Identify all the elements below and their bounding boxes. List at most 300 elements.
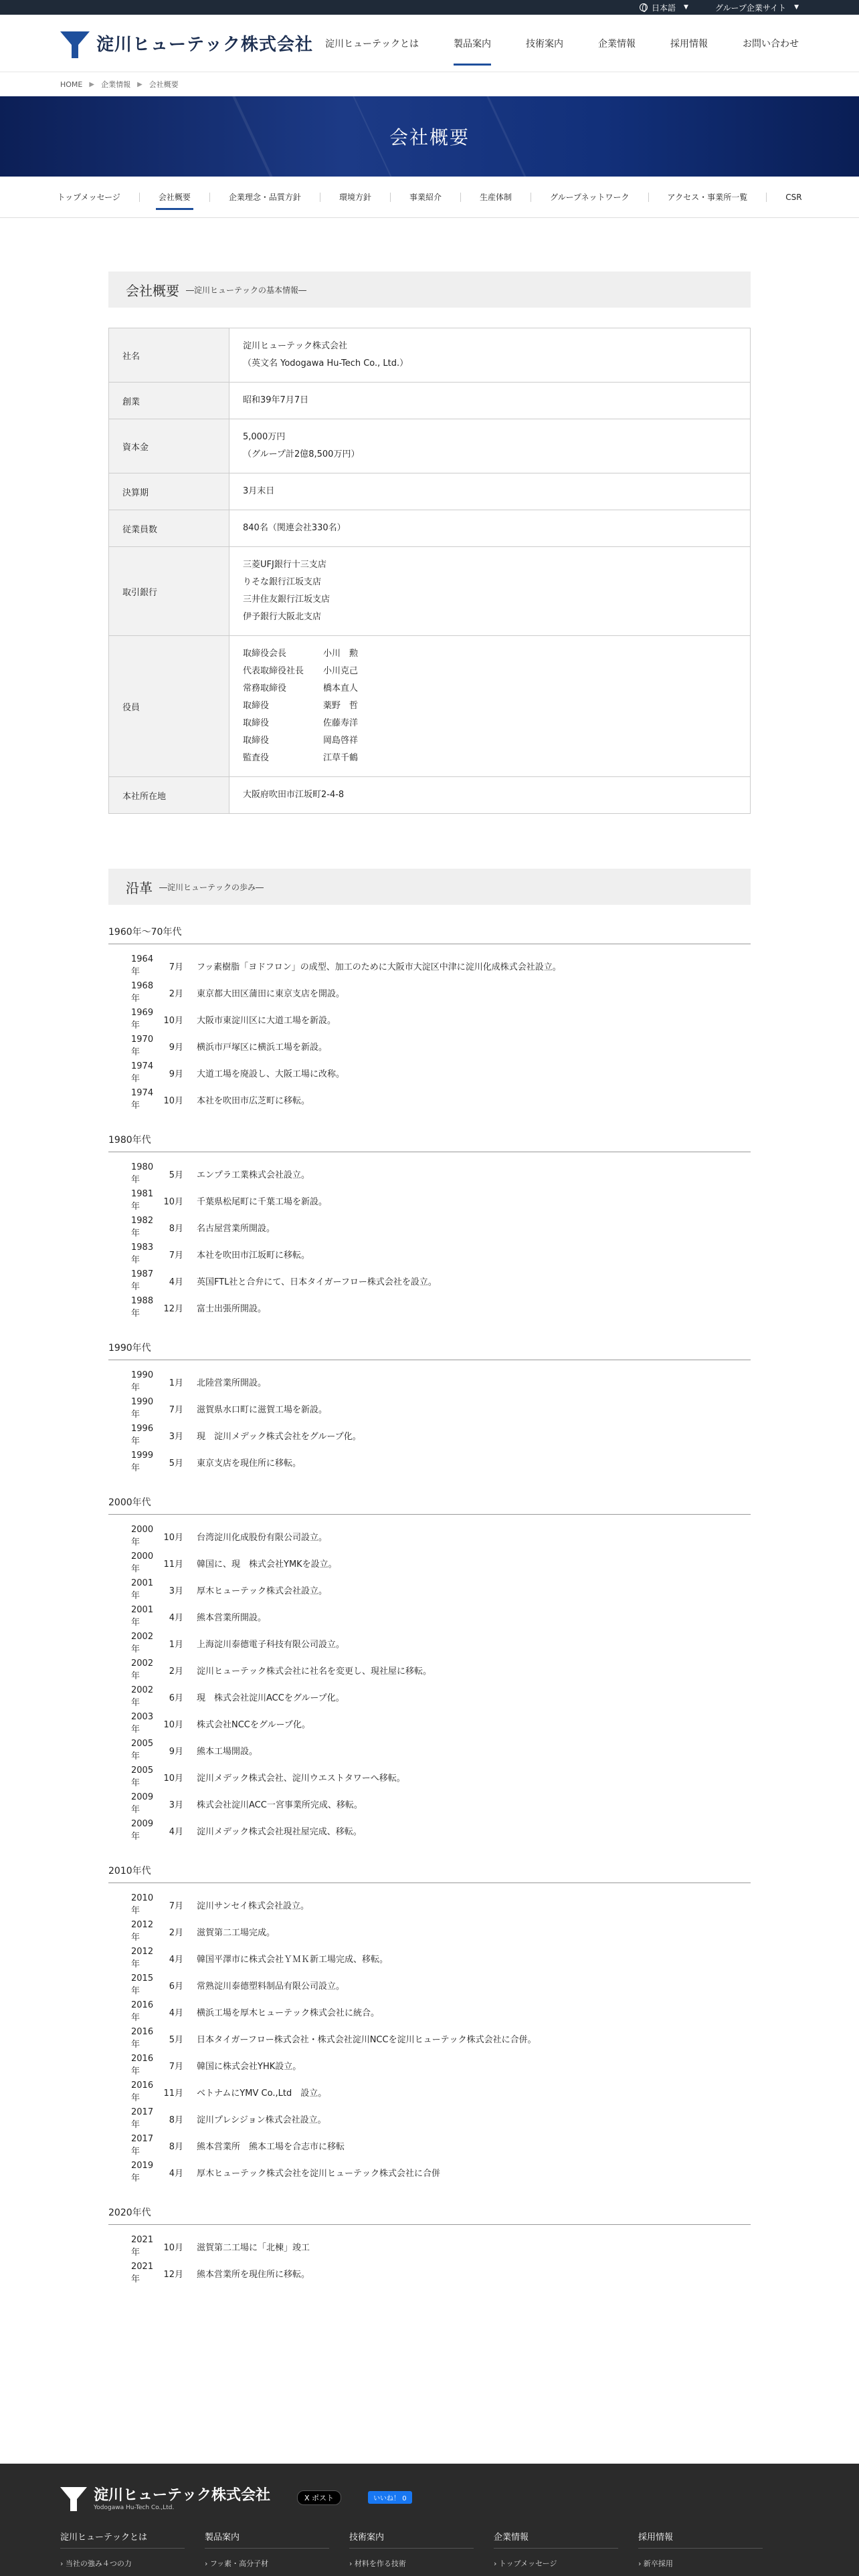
event-text: 東京都大田区蒲田に東京支店を開設。 — [197, 988, 345, 999]
officer-title: 代表取締役社長 — [243, 666, 304, 676]
facebook-like-button[interactable]: いいね！ 0 — [368, 2491, 412, 2504]
event-month: 6月 — [169, 1981, 183, 1992]
event-month: 9月 — [169, 1042, 183, 1053]
footer-link[interactable]: › 当社の強み４つの力 — [60, 2559, 132, 2568]
event-year: 2019年 — [131, 2161, 154, 2183]
row-value — [229, 419, 751, 473]
history-event — [108, 1523, 751, 1549]
event-text: 株式会社淀川ACC一宮事業所完成、移転。 — [197, 1800, 363, 1810]
history-event — [108, 1576, 751, 1603]
event-month: 1月 — [169, 1378, 183, 1388]
row-label: 従業員数 — [109, 510, 229, 547]
history-era — [108, 1133, 751, 1321]
event-text: 厚木ヒューテック株式会社を淀川ヒューテック株式会社に合併 — [197, 2168, 441, 2179]
era-title: 2000年代 — [108, 1495, 751, 1515]
breadcrumb-item[interactable]: 企業情報 — [101, 80, 131, 89]
breadcrumb-separator-icon: ▶ — [137, 80, 142, 88]
event-month: 4月 — [169, 1826, 183, 1837]
history-event — [108, 1033, 751, 1059]
history-subtitle: ―淀川ヒューテックの歩み― — [159, 882, 264, 892]
footer-column-heading[interactable]: 採用情報 — [638, 2530, 763, 2549]
history-event — [108, 1683, 751, 1710]
language-label: 日本語 — [651, 3, 676, 13]
chevron-down-icon: ▼ — [683, 4, 688, 11]
value-line: 大阪府吹田市江坂町2-4-8 — [243, 790, 345, 800]
history-title: 沿革 — [126, 879, 153, 896]
top-bar — [0, 0, 859, 15]
history-event — [108, 1214, 751, 1241]
history-event — [108, 1971, 751, 1998]
event-text: 現 株式会社淀川ACCをグループ化。 — [197, 1693, 345, 1703]
row-label: 創業 — [109, 383, 229, 419]
sub-nav-item[interactable]: グループネットワーク — [531, 193, 648, 202]
history-event — [108, 1656, 751, 1683]
era-events — [108, 2225, 751, 2286]
group-site-selector[interactable] — [715, 2, 799, 13]
chevron-down-icon: ▼ — [794, 4, 799, 11]
era-title: 1980年代 — [108, 1133, 751, 1152]
site-header — [0, 15, 859, 72]
event-text: 韓国平澤市に株式会社ＹＭＫ新工場完成、移転。 — [197, 1954, 389, 1965]
event-year: 1970年 — [131, 1035, 154, 1057]
history-event — [108, 2233, 751, 2260]
event-month: 7月 — [169, 962, 183, 972]
officer-title: 取締役 — [243, 718, 270, 728]
footer-link[interactable]: › フッ素・高分子材 — [205, 2559, 269, 2568]
event-text: 千葉県松尾町に千葉工場を新設。 — [197, 1196, 328, 1207]
history-event — [108, 2132, 751, 2159]
event-month: 10月 — [163, 1773, 183, 1784]
value-line: 840名（関連会社330名） — [243, 523, 346, 533]
history-event — [108, 1945, 751, 1971]
event-year: 2000年 — [131, 1525, 154, 1547]
event-month: 10月 — [163, 2242, 183, 2253]
era-title: 1960年〜70年代 — [108, 925, 751, 944]
history-event — [108, 1395, 751, 1422]
event-month: 1月 — [169, 1639, 183, 1650]
logo-text: 淀川ヒューテック株式会社 — [96, 35, 314, 55]
officer-title: 監査役 — [243, 753, 270, 763]
event-month: 3月 — [169, 1431, 183, 1442]
event-month: 8月 — [169, 2115, 183, 2125]
event-year: 2015年 — [131, 1973, 154, 1996]
footer-link[interactable]: › 材料を作る技術 — [349, 2559, 406, 2568]
row-value — [229, 473, 751, 510]
event-text: 淀川メデック株式会社、淀川ウエストタワーへ移転。 — [197, 1773, 405, 1784]
event-month: 5月 — [169, 1170, 183, 1180]
table-row — [109, 419, 751, 473]
logo-mark-icon — [60, 2484, 87, 2511]
event-text: 厚木ヒューテック株式会社設立。 — [197, 1586, 328, 1596]
event-text: 横浜市戸塚区に横浜工場を新設。 — [197, 1042, 328, 1053]
era-events — [108, 1515, 751, 1844]
history-heading — [108, 869, 751, 905]
event-text: 大阪市東淀川区に大道工場を新設。 — [197, 1015, 337, 1026]
history-event — [108, 1160, 751, 1187]
history-event — [108, 2025, 751, 2052]
event-year: 1982年 — [131, 1216, 154, 1239]
global-nav-item[interactable]: 採用情報 — [670, 38, 708, 49]
history-event — [108, 1294, 751, 1321]
event-text: 淀川メデック株式会社現社屋完成、移転。 — [197, 1826, 362, 1837]
event-month: 7月 — [169, 1404, 183, 1415]
footer-link[interactable]: › トップメッセージ — [494, 2559, 557, 2568]
value-line: 伊予銀行大阪北支店 — [243, 612, 322, 622]
history-event — [108, 1891, 751, 1918]
event-year: 1969年 — [131, 1008, 154, 1031]
footer-top — [0, 2464, 859, 2511]
officer-row — [243, 715, 737, 732]
overview-title: 会社概要 — [126, 282, 179, 299]
history-event — [108, 1241, 751, 1267]
footer-column-heading[interactable]: 技術案内 — [349, 2530, 474, 2549]
value-line: 昭和39年7月7日 — [243, 395, 309, 405]
history-event — [108, 979, 751, 1006]
event-text: 株式会社NCCをグループ化。 — [197, 1719, 310, 1730]
event-month: 10月 — [163, 1095, 183, 1106]
history-event — [108, 1603, 751, 1630]
sub-nav-item[interactable]: 生産体制 — [460, 193, 531, 202]
event-text: 熊本営業所 熊本工場を合志市に移転 — [197, 2141, 345, 2152]
table-row — [109, 547, 751, 636]
event-year: 2012年 — [131, 1947, 154, 1969]
global-nav — [325, 15, 799, 72]
value-line: （グループ計2億8,500万円） — [243, 449, 360, 459]
event-year: 2017年 — [131, 2134, 154, 2157]
event-text: 韓国に、現 株式会社YMKを設立。 — [197, 1559, 337, 1570]
event-text: 淀川ヒューテック株式会社に社名を変更し、現社屋に移転。 — [197, 1666, 432, 1677]
footer-column — [349, 2530, 494, 2569]
event-year: 2021年 — [131, 2235, 154, 2258]
event-month: 7月 — [169, 2061, 183, 2072]
officer-row — [243, 697, 737, 715]
event-text: 大道工場を廃設し、大阪工場に改称。 — [197, 1069, 345, 1079]
sub-nav-item[interactable]: アクセス・事業所一覧 — [648, 193, 767, 202]
era-events — [108, 944, 751, 1113]
event-month: 12月 — [163, 2269, 183, 2280]
global-nav-item[interactable]: 技術案内 — [526, 38, 563, 49]
officer-row — [243, 750, 737, 767]
history-event — [108, 2052, 751, 2078]
officer-title: 取締役 — [243, 701, 270, 711]
event-month: 6月 — [169, 1693, 183, 1703]
era-events — [108, 1360, 751, 1475]
footer-column — [60, 2530, 205, 2569]
breadcrumb-separator-icon: ▶ — [89, 80, 95, 88]
sub-nav-item[interactable]: CSR — [766, 193, 820, 202]
footer-columns — [0, 2511, 859, 2569]
event-year: 2016年 — [131, 2054, 154, 2076]
event-year: 2009年 — [131, 1792, 154, 1815]
event-text: 日本タイガーフロー株式会社・株式会社淀川NCCを淀川ヒューテック株式会社に合併。 — [197, 2034, 537, 2045]
event-year: 1981年 — [131, 1189, 154, 1212]
event-text: 台湾淀川化成股份有限公司設立。 — [197, 1532, 328, 1543]
value-line: （英文名 Yodogawa Hu-Tech Co., Ltd.） — [243, 358, 409, 368]
event-month: 4月 — [169, 1954, 183, 1965]
row-label: 取引銀行 — [109, 547, 229, 636]
officer-name: 小川 勲 — [323, 649, 359, 659]
history-event — [108, 1006, 751, 1033]
event-month: 11月 — [163, 1559, 183, 1570]
event-month: 5月 — [169, 1458, 183, 1469]
footer-column-heading[interactable]: 企業情報 — [494, 2530, 618, 2549]
breadcrumb-item[interactable]: HOME — [60, 80, 83, 89]
event-text: 富士出張所開設。 — [197, 1303, 267, 1314]
table-row — [109, 636, 751, 777]
row-value — [229, 777, 751, 814]
event-text: 熊本営業所開設。 — [197, 1612, 267, 1623]
event-month: 8月 — [169, 1223, 183, 1234]
value-line: 三菱UFJ銀行十三支店 — [243, 560, 326, 570]
language-selector[interactable] — [640, 2, 688, 13]
history-event — [108, 1737, 751, 1763]
event-year: 1990年 — [131, 1370, 154, 1393]
officer-name: 佐藤寿洋 — [323, 718, 359, 728]
era-title: 2020年代 — [108, 2206, 751, 2225]
event-year: 1974年 — [131, 1088, 154, 1111]
event-year: 2003年 — [131, 1712, 154, 1735]
event-year: 1988年 — [131, 1296, 154, 1319]
event-text: 熊本営業所を現住所に移転。 — [197, 2269, 310, 2280]
history-event — [108, 1998, 751, 2025]
event-text: 東京支店を現住所に移転。 — [197, 1458, 302, 1469]
value-line: 三井住友銀行江坂支店 — [243, 595, 330, 605]
site-footer — [0, 2464, 859, 2576]
event-text: 滋賀第二工場完成。 — [197, 1927, 276, 1938]
history-era — [108, 2206, 751, 2286]
table-row — [109, 328, 751, 383]
event-year: 1968年 — [131, 981, 154, 1004]
history-section — [108, 869, 751, 2286]
history-event — [108, 1817, 751, 1844]
event-year: 2016年 — [131, 2027, 154, 2050]
overview-heading — [108, 272, 751, 308]
sub-nav-item[interactable]: 事業紹介 — [390, 193, 460, 202]
row-label: 本社所在地 — [109, 777, 229, 814]
table-row — [109, 383, 751, 419]
event-month: 10月 — [163, 1719, 183, 1730]
footer-column-heading[interactable]: 淀川ヒューテックとは — [60, 2530, 185, 2549]
group-site-label: グループ企業サイト — [714, 3, 787, 13]
officer-title: 常務取締役 — [243, 683, 287, 693]
event-year: 2016年 — [131, 2080, 154, 2103]
event-year: 1999年 — [131, 1451, 154, 1473]
sub-nav-item[interactable]: 企業理念・品質方針 — [209, 193, 320, 202]
event-month: 12月 — [163, 1303, 183, 1314]
officer-name: 薬野 哲 — [323, 701, 359, 711]
footer-link[interactable]: › 新卒採用 — [638, 2559, 673, 2568]
event-text: 北陸営業所開設。 — [197, 1378, 267, 1388]
event-year: 2002年 — [131, 1685, 154, 1708]
event-year: 2000年 — [131, 1551, 154, 1574]
site-logo[interactable] — [60, 29, 313, 58]
officer-row — [243, 645, 737, 663]
sub-nav-item[interactable]: トップメッセージ — [57, 192, 120, 202]
history-event — [108, 1763, 751, 1790]
event-text: 現 淀川メデック株式会社をグループ化。 — [197, 1431, 361, 1442]
event-text: ベトナムにYMV Co.,Ltd 設立。 — [197, 2088, 327, 2099]
value-line: 5,000万円 — [243, 432, 286, 442]
history-era — [108, 925, 751, 1113]
history-era — [108, 1341, 751, 1475]
table-row — [109, 777, 751, 814]
global-nav-item[interactable]: 淀川ヒューテックとは — [325, 38, 419, 49]
event-month: 9月 — [169, 1746, 183, 1757]
event-year: 1980年 — [131, 1162, 154, 1185]
sub-nav — [0, 177, 859, 218]
era-title: 1990年代 — [108, 1341, 751, 1360]
event-text: 滋賀第二工場に「北棟」竣工 — [197, 2242, 310, 2253]
event-text: 滋賀県水口町に滋賀工場を新設。 — [197, 1404, 328, 1415]
global-nav-item[interactable]: お問い合わせ — [743, 38, 799, 49]
event-month: 3月 — [169, 1800, 183, 1810]
breadcrumb — [0, 72, 859, 96]
event-year: 2009年 — [131, 1819, 154, 1842]
history-event — [108, 1630, 751, 1656]
event-text: 本社を吹田市広芝町に移転。 — [197, 1095, 310, 1106]
officer-title: 取締役会長 — [243, 649, 287, 659]
event-text: 横浜工場を厚木ヒューテック株式会社に統合。 — [197, 2008, 380, 2018]
officer-name: 橋本直人 — [323, 683, 359, 693]
global-nav-item[interactable]: 企業情報 — [598, 38, 636, 49]
event-year: 1964年 — [131, 954, 154, 977]
event-month: 4月 — [169, 1612, 183, 1623]
global-nav-item[interactable]: 製品案内 — [454, 15, 491, 72]
footer-logo-text: 淀川ヒューテック株式会社 — [94, 2487, 271, 2504]
value-line: りそな銀行江坂支店 — [243, 577, 322, 587]
event-month: 10月 — [163, 1015, 183, 1026]
event-year: 2017年 — [131, 2107, 154, 2130]
history-event — [108, 1790, 751, 1817]
history-event — [108, 1086, 751, 1113]
officer-title: 取締役 — [243, 736, 270, 746]
history-event — [108, 952, 751, 979]
event-month: 5月 — [169, 2034, 183, 2045]
officer-name: 小川克己 — [323, 666, 359, 676]
era-events — [108, 1152, 751, 1321]
logo-mark-icon — [60, 29, 90, 58]
history-event — [108, 2078, 751, 2105]
event-year: 2012年 — [131, 1920, 154, 1943]
event-text: 英国FTL社と合弁にて、日本タイガーフロー株式会社を設立。 — [197, 1277, 437, 1287]
history-eras — [108, 925, 751, 2286]
value-line: 淀川ヒューテック株式会社 — [243, 341, 348, 351]
sub-nav-item[interactable]: 会社概要 — [139, 193, 209, 202]
event-month: 2月 — [169, 988, 183, 999]
history-event — [108, 1448, 751, 1475]
event-text: 熊本工場開設。 — [197, 1746, 258, 1757]
event-year: 2021年 — [131, 2262, 154, 2284]
page-banner — [0, 96, 859, 177]
event-month: 7月 — [169, 1901, 183, 1911]
history-event — [108, 1187, 751, 1214]
sub-nav-item[interactable]: 環境方針 — [320, 193, 390, 202]
event-year: 1974年 — [131, 1061, 154, 1084]
event-text: 淀川プレシジョン株式会社設立。 — [197, 2115, 326, 2125]
history-event — [108, 1422, 751, 1448]
history-event — [108, 1368, 751, 1395]
table-row — [109, 473, 751, 510]
event-text: フッ素樹脂「ヨドフロン」の成型、加工のために大阪市大淀区中津に淀川化成株式会社設立。 — [197, 962, 561, 972]
event-text: 常熟淀川泰德塑料制品有限公司設立。 — [197, 1981, 345, 1992]
overview-subtitle: ―淀川ヒューテックの基本情報― — [186, 285, 307, 295]
value-line: 3月末日 — [243, 486, 275, 496]
x-post-button[interactable]: X ポスト — [297, 2490, 341, 2505]
officer-row — [243, 680, 737, 697]
event-year: 1983年 — [131, 1243, 154, 1265]
event-month: 11月 — [163, 2088, 183, 2099]
event-month: 2月 — [169, 1927, 183, 1938]
event-month: 4月 — [169, 1277, 183, 1287]
event-month: 7月 — [169, 1250, 183, 1261]
event-year: 2005年 — [131, 1739, 154, 1761]
event-text: 上海淀川泰德電子科技有限公司設立。 — [197, 1639, 345, 1650]
history-era — [108, 1864, 751, 2185]
event-month: 3月 — [169, 1586, 183, 1596]
event-year: 2001年 — [131, 1578, 154, 1601]
event-year: 2002年 — [131, 1658, 154, 1681]
footer-logo[interactable] — [60, 2484, 270, 2511]
event-year: 2002年 — [131, 1632, 154, 1654]
event-year: 1990年 — [131, 1397, 154, 1420]
history-event — [108, 1549, 751, 1576]
row-label: 役員 — [109, 636, 229, 777]
history-event — [108, 2260, 751, 2286]
event-month: 10月 — [163, 1532, 183, 1543]
event-month: 8月 — [169, 2141, 183, 2152]
officer-name: 岡島啓祥 — [323, 736, 359, 746]
page-title: 会社概要 — [389, 126, 470, 148]
officer-name: 江草千鶴 — [323, 753, 359, 763]
event-text: エンプラ工業株式会社設立。 — [197, 1170, 310, 1180]
event-year: 2005年 — [131, 1765, 154, 1788]
footer-logo-sub: Yodogawa Hu-Tech Co.,Ltd. — [94, 2504, 175, 2511]
event-month: 9月 — [169, 1069, 183, 1079]
history-event — [108, 2105, 751, 2132]
row-value — [229, 547, 751, 636]
history-event — [108, 1267, 751, 1294]
history-event — [108, 1918, 751, 1945]
globe-icon — [640, 3, 648, 11]
event-year: 2001年 — [131, 1605, 154, 1628]
history-event — [108, 2159, 751, 2185]
row-value — [229, 328, 751, 383]
footer-column-heading[interactable]: 製品案内 — [205, 2530, 329, 2549]
event-year: 2016年 — [131, 2000, 154, 2023]
event-month: 2月 — [169, 1666, 183, 1677]
officer-row — [243, 663, 737, 680]
era-events — [108, 1883, 751, 2185]
footer-column — [638, 2530, 783, 2569]
row-value — [229, 636, 751, 777]
event-text: 本社を吹田市江坂町に移転。 — [197, 1250, 310, 1261]
history-era — [108, 1495, 751, 1844]
breadcrumb-item: 会社概要 — [149, 80, 179, 89]
event-text: 淀川サンセイ株式会社設立。 — [197, 1901, 309, 1911]
row-label: 資本金 — [109, 419, 229, 473]
footer-column — [494, 2530, 638, 2569]
footer-column — [205, 2530, 349, 2569]
history-event — [108, 1710, 751, 1737]
row-label: 決算期 — [109, 473, 229, 510]
event-month: 4月 — [169, 2008, 183, 2018]
table-row — [109, 510, 751, 547]
event-year: 1996年 — [131, 1424, 154, 1446]
overview-table — [108, 328, 751, 814]
main-content — [108, 218, 751, 2286]
event-text: 韓国に株式会社YHK設立。 — [197, 2061, 302, 2072]
event-text: 名古屋営業所開設。 — [197, 1223, 276, 1234]
